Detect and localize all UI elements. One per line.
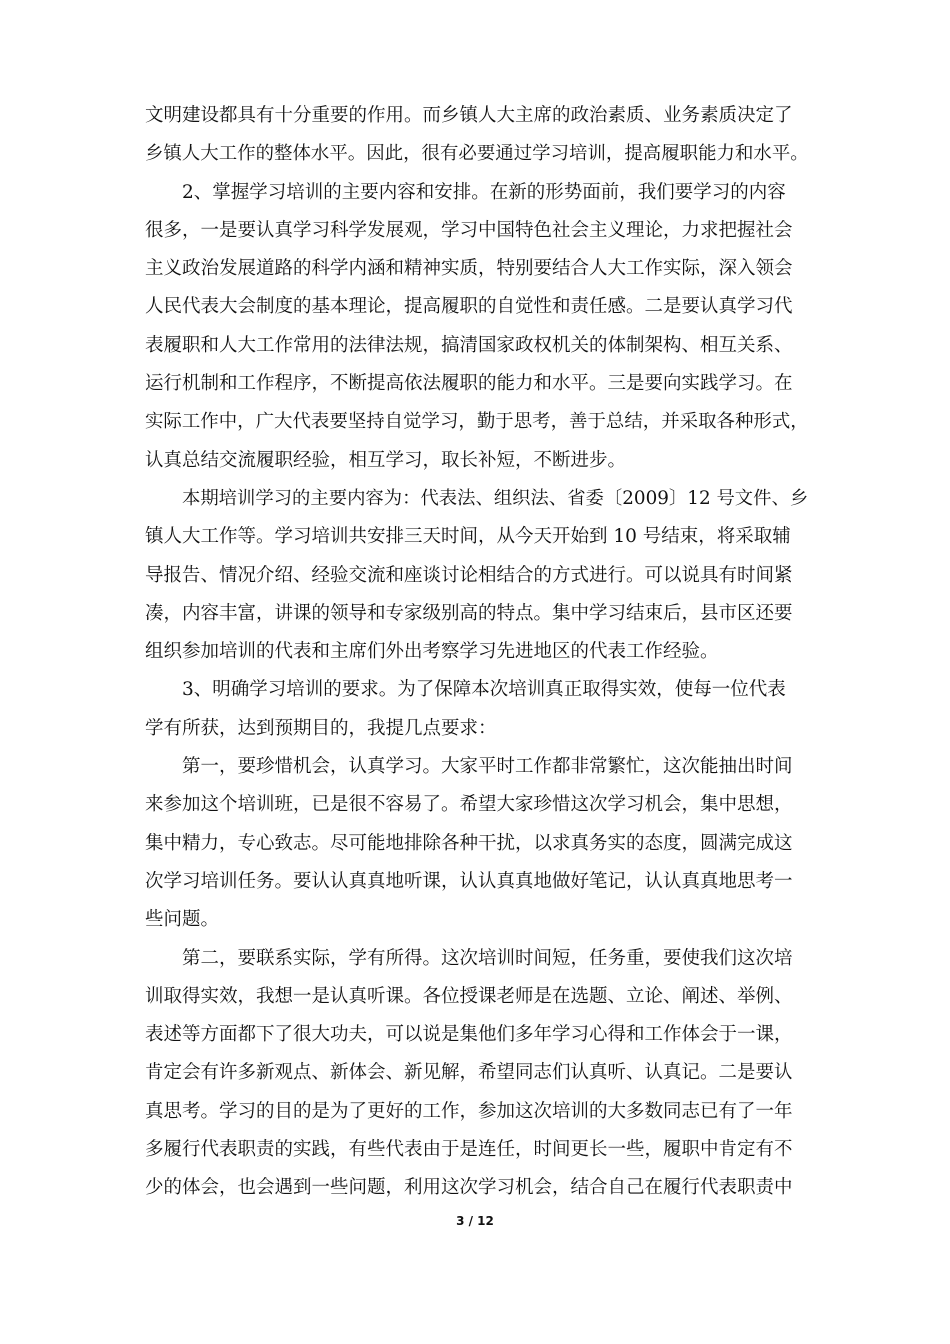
text-line: 组织参加培训的代表和主席们外出考察学习先进地区的代表工作经验。 (145, 641, 719, 663)
paragraph-start-line: 3、明确学习培训的要求。为了保障本次培训真正取得实效，使每一位代表 (182, 679, 786, 701)
paragraph-start-line: 第一，要珍惜机会，认真学习。大家平时工作都非常繁忙，这次能抽出时间 (182, 756, 793, 778)
text-line: 很多，一是要认真学习科学发展观，学习中国特色社会主义理论，力求把握社会 (145, 219, 793, 241)
text-line: 次学习培训任务。要认认真真地听课，认认真真地做好笔记，认认真真地思考一 (145, 870, 793, 892)
text-line: 多履行代表职责的实践，有些代表由于是连任，时间更长一些，履职中肯定有不 (145, 1139, 793, 1161)
text-line: 主义政治发展道路的科学内涵和精神实质，特别要结合人大工作实际，深入领会 (145, 258, 793, 280)
text-line: 训取得实效，我想一是认真听课。各位授课老师是在选题、立论、阐述、举例、 (145, 985, 793, 1007)
text-line: 导报告、情况介绍、经验交流和座谈讨论相结合的方式进行。可以说具有时间紧 (145, 564, 793, 586)
text-line: 真思考。学习的目的是为了更好的工作，参加这次培训的大多数同志已有了一年 (145, 1100, 793, 1122)
text-line: 来参加这个培训班，已是很不容易了。希望大家珍惜这次学习机会，集中思想， (145, 794, 793, 816)
text-line: 表履职和人大工作常用的法律法规，搞清国家政权机关的体制架构、相互关系、 (145, 334, 793, 356)
paragraph-start-line: 第二，要联系实际，学有所得。这次培训时间短，任务重，要使我们这次培 (182, 947, 793, 969)
paragraph-start-line: 2、掌握学习培训的主要内容和安排。在新的形势面前，我们要学习的内容 (182, 181, 786, 203)
text-line: 认真总结交流履职经验，相互学习，取长补短，不断进步。 (145, 449, 627, 471)
text-line: 人民代表大会制度的基本理论，提高履职的自觉性和责任感。二是要认真学习代 (145, 296, 793, 318)
page-number: 3 / 12 (456, 1214, 494, 1228)
text-line: 镇人大工作等。学习培训共安排三天时间，从今天开始到 10 号结束，将采取辅 (145, 526, 791, 548)
text-line: 集中精力，专心致志。尽可能地排除各种干扰，以求真务实的态度，圆满完成这 (145, 832, 793, 854)
document-body (145, 97, 809, 1208)
paragraph-start-line: 本期培训学习的主要内容为：代表法、组织法、省委〔2009〕12 号文件、乡 (182, 487, 809, 509)
text-line: 凑，内容丰富，讲课的领导和专家级别高的特点。集中学习结束后，县市区还要 (145, 602, 793, 624)
text-line: 乡镇人大工作的整体水平。因此，很有必要通过学习培训，提高履职能力和水平。 (145, 143, 809, 165)
text-line: 少的体会，也会遇到一些问题，利用这次学习机会，结合自己在履行代表职责中 (145, 1177, 793, 1199)
text-line: 运行机制和工作程序，不断提高依法履职的能力和水平。三是要向实践学习。在 (145, 373, 793, 395)
text-line: 文明建设都具有十分重要的作用。而乡镇人大主席的政治素质、业务素质决定了 (145, 105, 793, 126)
text-line: 些问题。 (145, 909, 220, 931)
text-line: 实际工作中，广大代表要坚持自觉学习，勤于思考，善于总结，并采取各种形式， (145, 411, 809, 433)
text-line: 肯定会有许多新观点、新体会、新见解，希望同志们认真听、认真记。二是要认 (145, 1062, 793, 1084)
text-line: 学有所获，达到预期目的，我提几点要求： (145, 717, 497, 739)
text-line: 表述等方面都下了很大功夫，可以说是集他们多年学习心得和工作体会于一课， (145, 1024, 793, 1046)
